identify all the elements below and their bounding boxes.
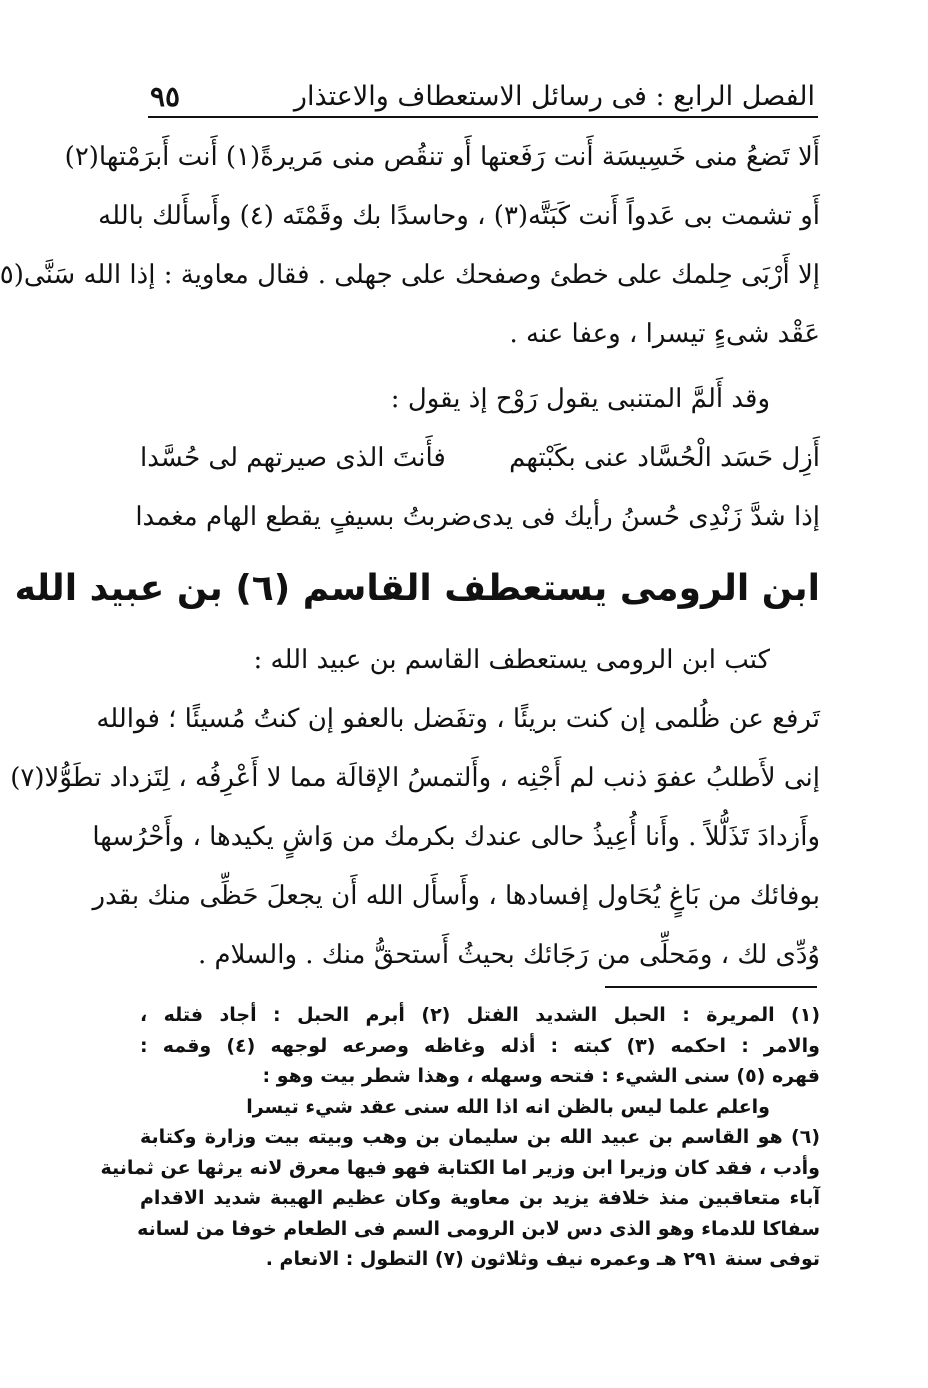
footnotes: [100, 1000, 821, 1275]
page-number: ٩٥: [150, 80, 181, 113]
footnote-line: قهره (٥) سنى الشيء : فتحه وسهله ، وهذا شطر بيت وهو :: [262, 1065, 820, 1087]
intro-line: كتب ابن الرومى يستعطف القاسم بن عبيد الله :: [253, 645, 770, 675]
chapter-title: الفصل الرابع : فى رسائل الاستعطاف والاعتذار: [293, 81, 815, 112]
footnote-line: سفاكا للدماء وهو الذى دس لابن الرومى السم فى الطعام خوفا من لسانه: [137, 1217, 820, 1240]
footnote-line: (٦) هو القاسم بن عبيد الله بن سليمان بن وهب وبيته بيت وزارة وكتابة: [140, 1126, 820, 1148]
text-line: إلا أَرْبَى حِلمك على خطئ وصفحك على جهلى . فقال معاوية : إذا الله سَنَّى(٥: [0, 260, 820, 290]
footnote-line: وأدب ، فقد كان وزيرا ابن وزير اما الكتابة فهو فيها معرق لانه يرثها عن ثمانية: [100, 1156, 820, 1179]
footnote-line: توفى سنة ٢٩١ هـ وعمره نيف وثلاثون (٧) التطول : الانعام .: [265, 1248, 820, 1270]
text-line: وُدِّى لك ، ومَحلِّى من رَجَائك بحيثُ أَستحقُّ منك . والسلام .: [197, 940, 820, 970]
section-heading: ابن الرومى يستعطف القاسم (٦) بن عبيد الله: [14, 568, 820, 609]
verse-second-hemistich: ضربتُ بسيفٍ يقطع الهام مغمدا: [135, 502, 472, 532]
footnote-line: (١) المريرة : الحبل الشديد الفتل (٢) أبرم الحبل : أجاد فتله ،: [140, 1004, 821, 1026]
page-header: [150, 74, 815, 114]
verse-line: [135, 488, 820, 547]
footnote-line: آباء متعاقبين منذ خلافة يزيد بن معاوية وكان عظيم الهيبة شديد الاقدام: [140, 1187, 820, 1209]
header-rule: [148, 116, 818, 118]
text-line: أَو تشمت بى عَدواً أَنت كَبَتَّه(٣) ، وحاسدًا بك وقَمْتَه (٤) وأَسأَلك بالله: [98, 201, 820, 231]
text-line: تَرفع عن ظُلمى إن كنت بريئًا ، وتفَضل بالعفو إن كنتُ مُسيئًا ؛ فوالله: [96, 704, 820, 734]
text-line: إنى لأَطلبُ عفوَ ذنب لم أَجْنِه ، وأَلتمسُ الإقالَة مما لا أَعْرِفُه ، لِتَزداد تطَوُّلا(٧): [10, 763, 820, 793]
footnote-line: والامر : احكمه (٣) كبته : أذله وغاظه وصرعه لوجهه (٤) وقمه :: [140, 1034, 820, 1057]
body-text: [0, 128, 820, 985]
verse-first-hemistich: أَزِل حَسَد الْحُسَّاد عنى بكَبْتهم: [509, 443, 820, 473]
verse-first-hemistich: إذا شدَّ زَنْدِى حُسنُ رأيك فى يدى: [471, 502, 820, 532]
footnote-rule: [605, 986, 817, 988]
text-line: بوفائك من بَاغٍ يُحَاول إفسادها ، وأَسأَل الله أَن يجعلَ حَظِّى منك بقدر: [92, 881, 820, 911]
text-line: أَلا تَضعُ منى خَسِيسَة أَنت رَفَعتها أَو تنقُص منى مَريرةً(١) أَنت أَبرَمْتها(٢): [64, 142, 820, 172]
intro-line: وقد أَلمَّ المتنبى يقول رَوْح إذ يقول :: [390, 384, 770, 414]
footnote-line: واعلم علما ليس بالظن انه اذا الله سنى عقد شيء تيسرا: [246, 1095, 770, 1118]
text-line: عَقْد شىءٍ تيسرا ، وعفا عنه .: [509, 319, 820, 349]
verse-second-hemistich: فأَنتَ الذى صيرتهم لى حُسَّدا: [140, 443, 446, 473]
text-line: وأَزدادَ تَذَلُّلاً . وأَنا أُعِيذُ حالى عندك بكرمك من وَاشٍ يكيدها ، وأَحْرُسها: [92, 822, 820, 852]
verse-line: [140, 429, 820, 488]
